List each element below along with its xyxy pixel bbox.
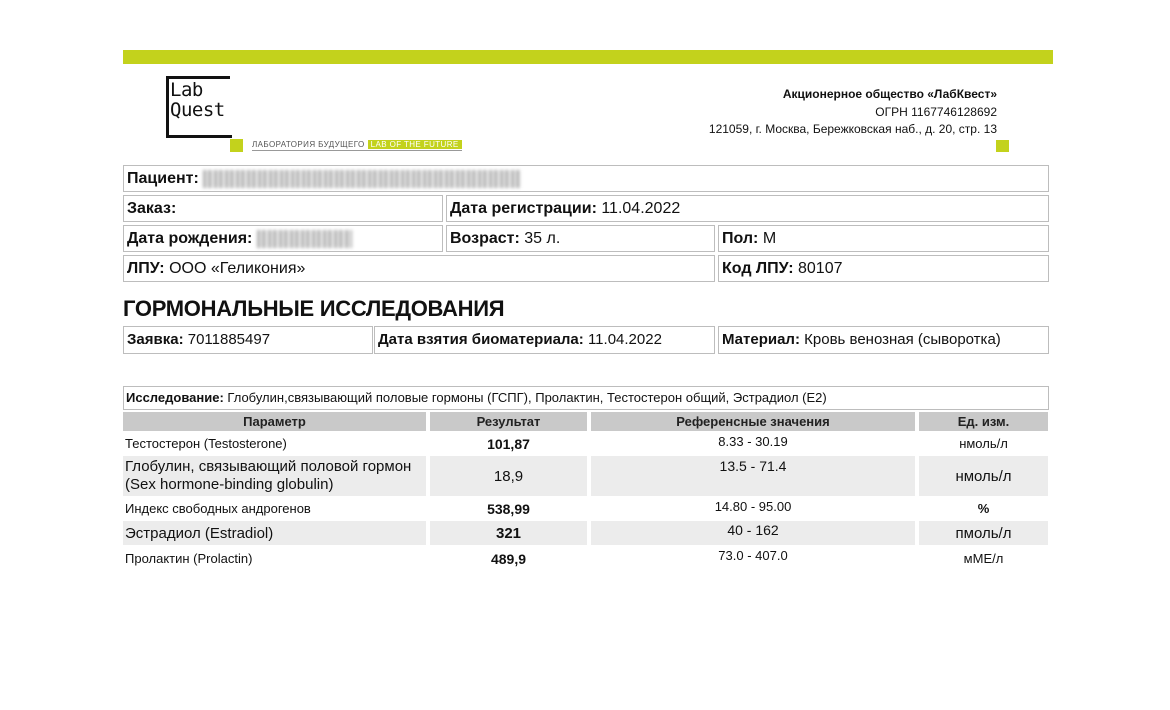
age-value: 35 л. [524, 230, 561, 247]
order-label: Заказ: [127, 200, 177, 217]
row-4-reference: 40 - 162 [591, 521, 915, 545]
lpu-box [123, 255, 715, 282]
row-3-result: 538,99 [487, 500, 530, 517]
section-title: ГОРМОНАЛЬНЫЕ ИССЛЕДОВАНИЯ [123, 296, 505, 321]
study-line [123, 386, 1049, 410]
patient-label: Пациент: [127, 170, 199, 187]
birth-date-redacted [257, 230, 352, 248]
request-number: 7011885497 [187, 331, 271, 348]
study-label: Исследование: [126, 390, 224, 405]
sex-value: М [762, 230, 777, 247]
sex-label: Пол: [722, 230, 759, 247]
logo-line-2: Quest [170, 99, 225, 121]
top-accent-bar [123, 50, 1053, 64]
row-3-reference: 14.80 - 95.00 [714, 499, 792, 514]
row-5-param: Пролактин (Prolactin) [125, 551, 253, 566]
row-5-unit: мМЕ/л [963, 551, 1004, 566]
lpu-code-label: Код ЛПУ: [722, 260, 794, 277]
logo-frame-bottom [166, 135, 232, 138]
row-1-result: 101,87 [487, 435, 530, 452]
request-label: Заявка: [127, 331, 184, 348]
company-address: 121059, г. Москва, Бережковская наб., д. 20, стр. 13 [708, 122, 997, 136]
material-value: Кровь венозная (сыворотка) [804, 331, 1001, 348]
row-2-param: Глобулин, связывающий половой гормон (Sex hormone-binding globulin) [123, 456, 426, 496]
lpu-value: ООО «Геликония» [169, 260, 306, 277]
right-accent-square [996, 140, 1009, 152]
logo-line-1: Lab [170, 79, 203, 101]
bio-date-label: Дата взятия биоматериала: [378, 331, 584, 348]
company-ogrn: ОГРН 1167746128692 [875, 104, 997, 119]
company-info [709, 86, 997, 139]
study-value: Глобулин,связывающий половые гормоны (ГСПГ), Пролактин, Тестостерон общий, Эстрадиол (Е2) [227, 390, 827, 405]
logo-frame-left [166, 76, 169, 138]
material-label: Материал: [722, 331, 800, 348]
logo-accent-square [230, 139, 243, 152]
patient-name-redacted [203, 170, 521, 188]
row-1-param: Тестостерон (Testosterone) [125, 436, 287, 451]
row-5-reference: 73.0 - 407.0 [718, 548, 788, 563]
request-box [123, 326, 373, 354]
order-box [123, 195, 443, 222]
sex-box [718, 225, 1049, 252]
header-unit: Ед. изм. [919, 412, 1048, 431]
logo-text [170, 80, 225, 120]
row-4-result: 321 [430, 521, 587, 545]
row-2-result: 18,9 [430, 456, 587, 496]
reg-date-value: 11.04.2022 [601, 200, 681, 217]
row-3-param: Индекс свободных андрогенов [125, 501, 311, 516]
birth-date-label: Дата рождения: [127, 230, 253, 247]
lpu-code-box [718, 255, 1049, 282]
row-1-unit: нмоль/л [959, 436, 1008, 451]
bio-date-value: 11.04.2022 [587, 331, 662, 348]
lpu-code-value: 80107 [798, 260, 843, 277]
reg-date-label: Дата регистрации: [450, 200, 597, 217]
header-result: Результат [430, 412, 587, 431]
labquest-logo [166, 76, 232, 142]
material-box [718, 326, 1049, 354]
row-2-reference: 13.5 - 71.4 [591, 456, 915, 496]
birth-date-box [123, 225, 443, 252]
lpu-label: ЛПУ: [127, 260, 165, 277]
tagline [252, 139, 462, 151]
registration-box [446, 195, 1049, 222]
header-parameter: Параметр [123, 412, 426, 431]
row-5-result: 489,9 [490, 550, 527, 567]
tagline-en: LAB OF THE FUTURE [368, 140, 462, 149]
tagline-ru: ЛАБОРАТОРИЯ БУДУЩЕГО [252, 140, 365, 149]
patient-box [123, 165, 1049, 192]
row-4-unit: пмоль/л [919, 521, 1048, 545]
row-4-param: Эстрадиол (Estradiol) [123, 521, 426, 545]
header-reference: Референсные значения [591, 412, 915, 431]
row-3-unit: % [977, 501, 990, 516]
age-box [446, 225, 715, 252]
biomaterial-date-box [374, 326, 715, 354]
row-1-reference: 8.33 - 30.19 [718, 434, 788, 449]
row-2-unit: нмоль/л [919, 456, 1048, 496]
company-name: Акционерное общество «ЛабКвест» [782, 87, 997, 101]
age-label: Возраст: [450, 230, 520, 247]
